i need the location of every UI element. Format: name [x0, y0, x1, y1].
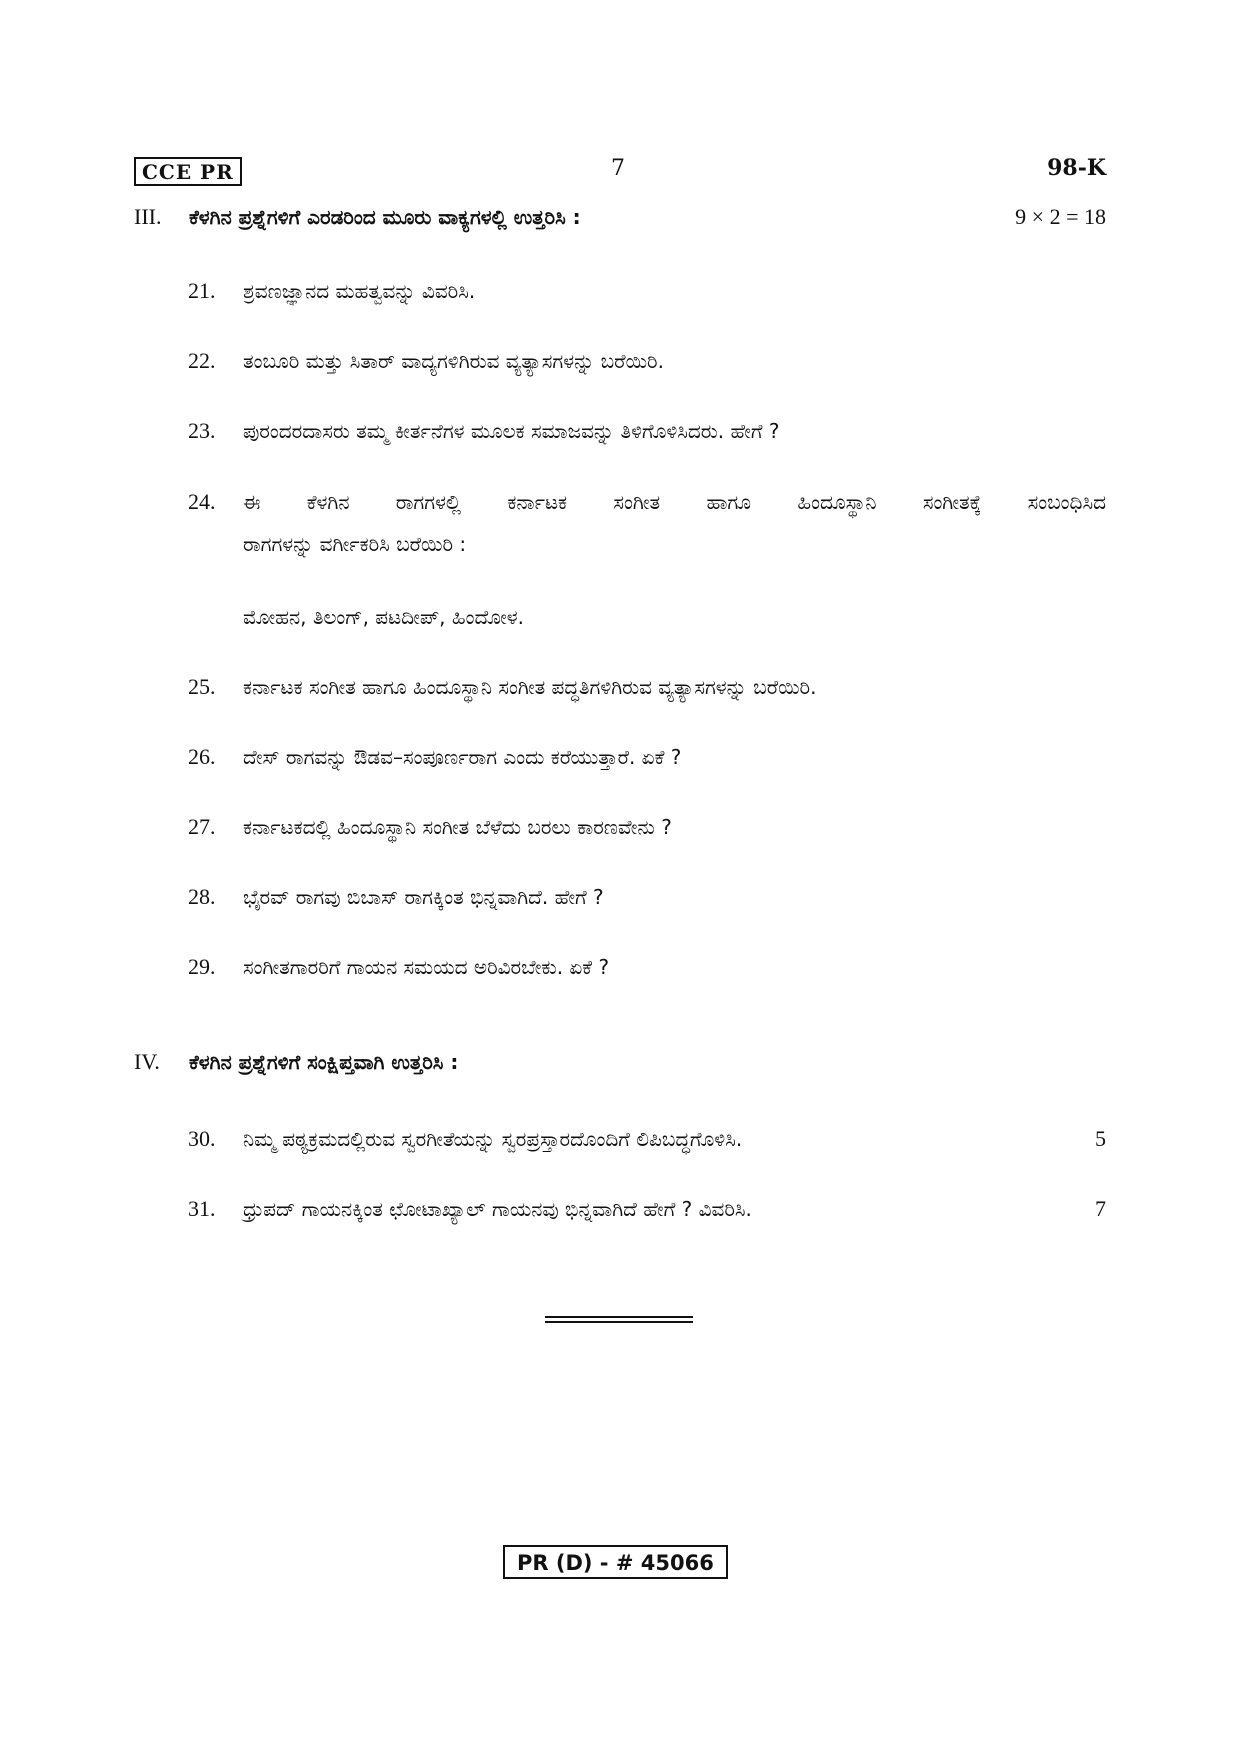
question-text: ಸಂಗೀತಗಾರರಿಗೆ ಗಾಯನ ಸಮಯದ ಅರಿವಿರಬೇಕು. ಏಕೆ ?: [243, 955, 610, 979]
section-number: III.: [134, 204, 162, 229]
question-number: 28.: [188, 884, 216, 909]
section-instruction: ಕೆಳಗಿನ ಪ್ರಶ್ನೆಗಳಿಗೆ ಸಂಕ್ಷಿಪ್ತವಾಗಿ ಉತ್ತರಿಸಿ :: [189, 1050, 459, 1074]
question-text-line-1: ಈ ಕೆಳಗಿನ ರಾಗಗಳಲ್ಲಿ ಕರ್ನಾಟಕ ಸಂಗೀತ ಹಾಗೂ ಹಿಂದೂಸ್ಥಾನಿ ಸಂಗೀತಕ್ಕೆ ಸಂಬಂಧಿಸಿದ: [243, 490, 1106, 514]
question-number: 21.: [188, 278, 216, 303]
section-number: IV.: [134, 1049, 160, 1074]
question-number: 31.: [188, 1196, 216, 1221]
section-instruction: ಕೆಳಗಿನ ಪ್ರಶ್ನೆಗಳಿಗೆ ಎರಡರಿಂದ ಮೂರು ವಾಕ್ಯಗಳಲ್ಲಿ ಉತ್ತರಿಸಿ :: [189, 205, 581, 229]
question-number: 25.: [188, 674, 216, 699]
page-number: 7: [611, 156, 625, 181]
section-marks: 9 × 2 = 18: [1015, 204, 1106, 229]
question-24: [188, 487, 1106, 567]
question-text: [243, 487, 1106, 559]
question-number: 23.: [188, 418, 216, 443]
question-text: ಕರ್ನಾಟಕ ಸಂಗೀತ ಹಾಗೂ ಹಿಂದೂಸ್ಥಾನಿ ಸಂಗೀತ ಪದ್ಧತಿಗಳಿಗಿರುವ ವ್ಯತ್ಯಾಸಗಳನ್ನು ಬರೆಯಿರಿ.: [243, 675, 817, 699]
question-text: ಶ್ರವಣಜ್ಞಾನದ ಮಹತ್ವವನ್ನು ವಿವರಿಸಿ.: [243, 279, 476, 303]
question-number: 24.: [188, 489, 216, 514]
question-text: ತಂಬೂರಿ ಮತ್ತು ಸಿತಾರ್ ವಾದ್ಯಗಳಿಗಿರುವ ವ್ಯತ್ಯಾಸಗಳನ್ನು ಬರೆಯಿರಿ.: [243, 349, 664, 373]
question-24-raga-list: ಮೋಹನ, ತಿಲಂಗ್, ಪಟದೀಪ್, ಹಿಂದೋಳ.: [243, 605, 524, 629]
question-number: 29.: [188, 954, 216, 979]
question-text-line-2: ರಾಗಗಳನ್ನು ವರ್ಗೀಕರಿಸಿ ಬರೆಯಿರಿ :: [243, 532, 467, 556]
question-text: ಭೈರವ್ ರಾಗವು ಬಿಬಾಸ್ ರಾಗಕ್ಕಿಂತ ಭಿನ್ನವಾಗಿದೆ. ಹೇಗೆ ?: [243, 885, 604, 909]
question-text: ಧ್ರುಪದ್ ಗಾಯನಕ್ಕಿಂತ ಛೋಟಾಖ್ಯಾಲ್ ಗಾಯನವು ಭಿನ್ನವಾಗಿದೆ ಹೇಗೆ ? ವಿವರಿಸಿ.: [243, 1197, 752, 1221]
question-number: 30.: [188, 1126, 216, 1151]
question-text: ನಿಮ್ಮ ಪಠ್ಯಕ್ರಮದಲ್ಲಿರುವ ಸ್ವರಗೀತೆಯನ್ನು ಸ್ವರಪ್ರಸ್ತಾರದೊಂದಿಗೆ ಲಿಪಿಬದ್ಧಗೊಳಿಸಿ.: [243, 1127, 743, 1151]
question-marks: 7: [1095, 1196, 1106, 1221]
question-number: 27.: [188, 814, 216, 839]
question-text: ಪುರಂದರದಾಸರು ತಮ್ಮ ಕೀರ್ತನೆಗಳ ಮೂಲಕ ಸಮಾಜವನ್ನು ತಿಳಿಗೊಳಿಸಿದರು. ಹೇಗೆ ?: [243, 419, 780, 443]
header-series-box: CCE PR: [134, 157, 242, 186]
end-double-rule: [545, 1316, 693, 1323]
paper-code: 98-K: [1047, 155, 1106, 181]
footer-print-code: PR (D) - # 45066: [503, 1545, 728, 1579]
question-text: ದೇಸ್ ರಾಗವನ್ನು ಔಡವ–ಸಂಪೂರ್ಣರಾಗ ಎಂದು ಕರೆಯುತ್ತಾರೆ. ಏಕೆ ?: [243, 745, 682, 769]
question-text: ಕರ್ನಾಟಕದಲ್ಲಿ ಹಿಂದೂಸ್ಥಾನಿ ಸಂಗೀತ ಬೆಳೆದು ಬರಲು ಕಾರಣವೇನು ?: [243, 815, 672, 839]
question-marks: 5: [1095, 1126, 1106, 1151]
question-number: 26.: [188, 744, 216, 769]
question-number: 22.: [188, 348, 216, 373]
